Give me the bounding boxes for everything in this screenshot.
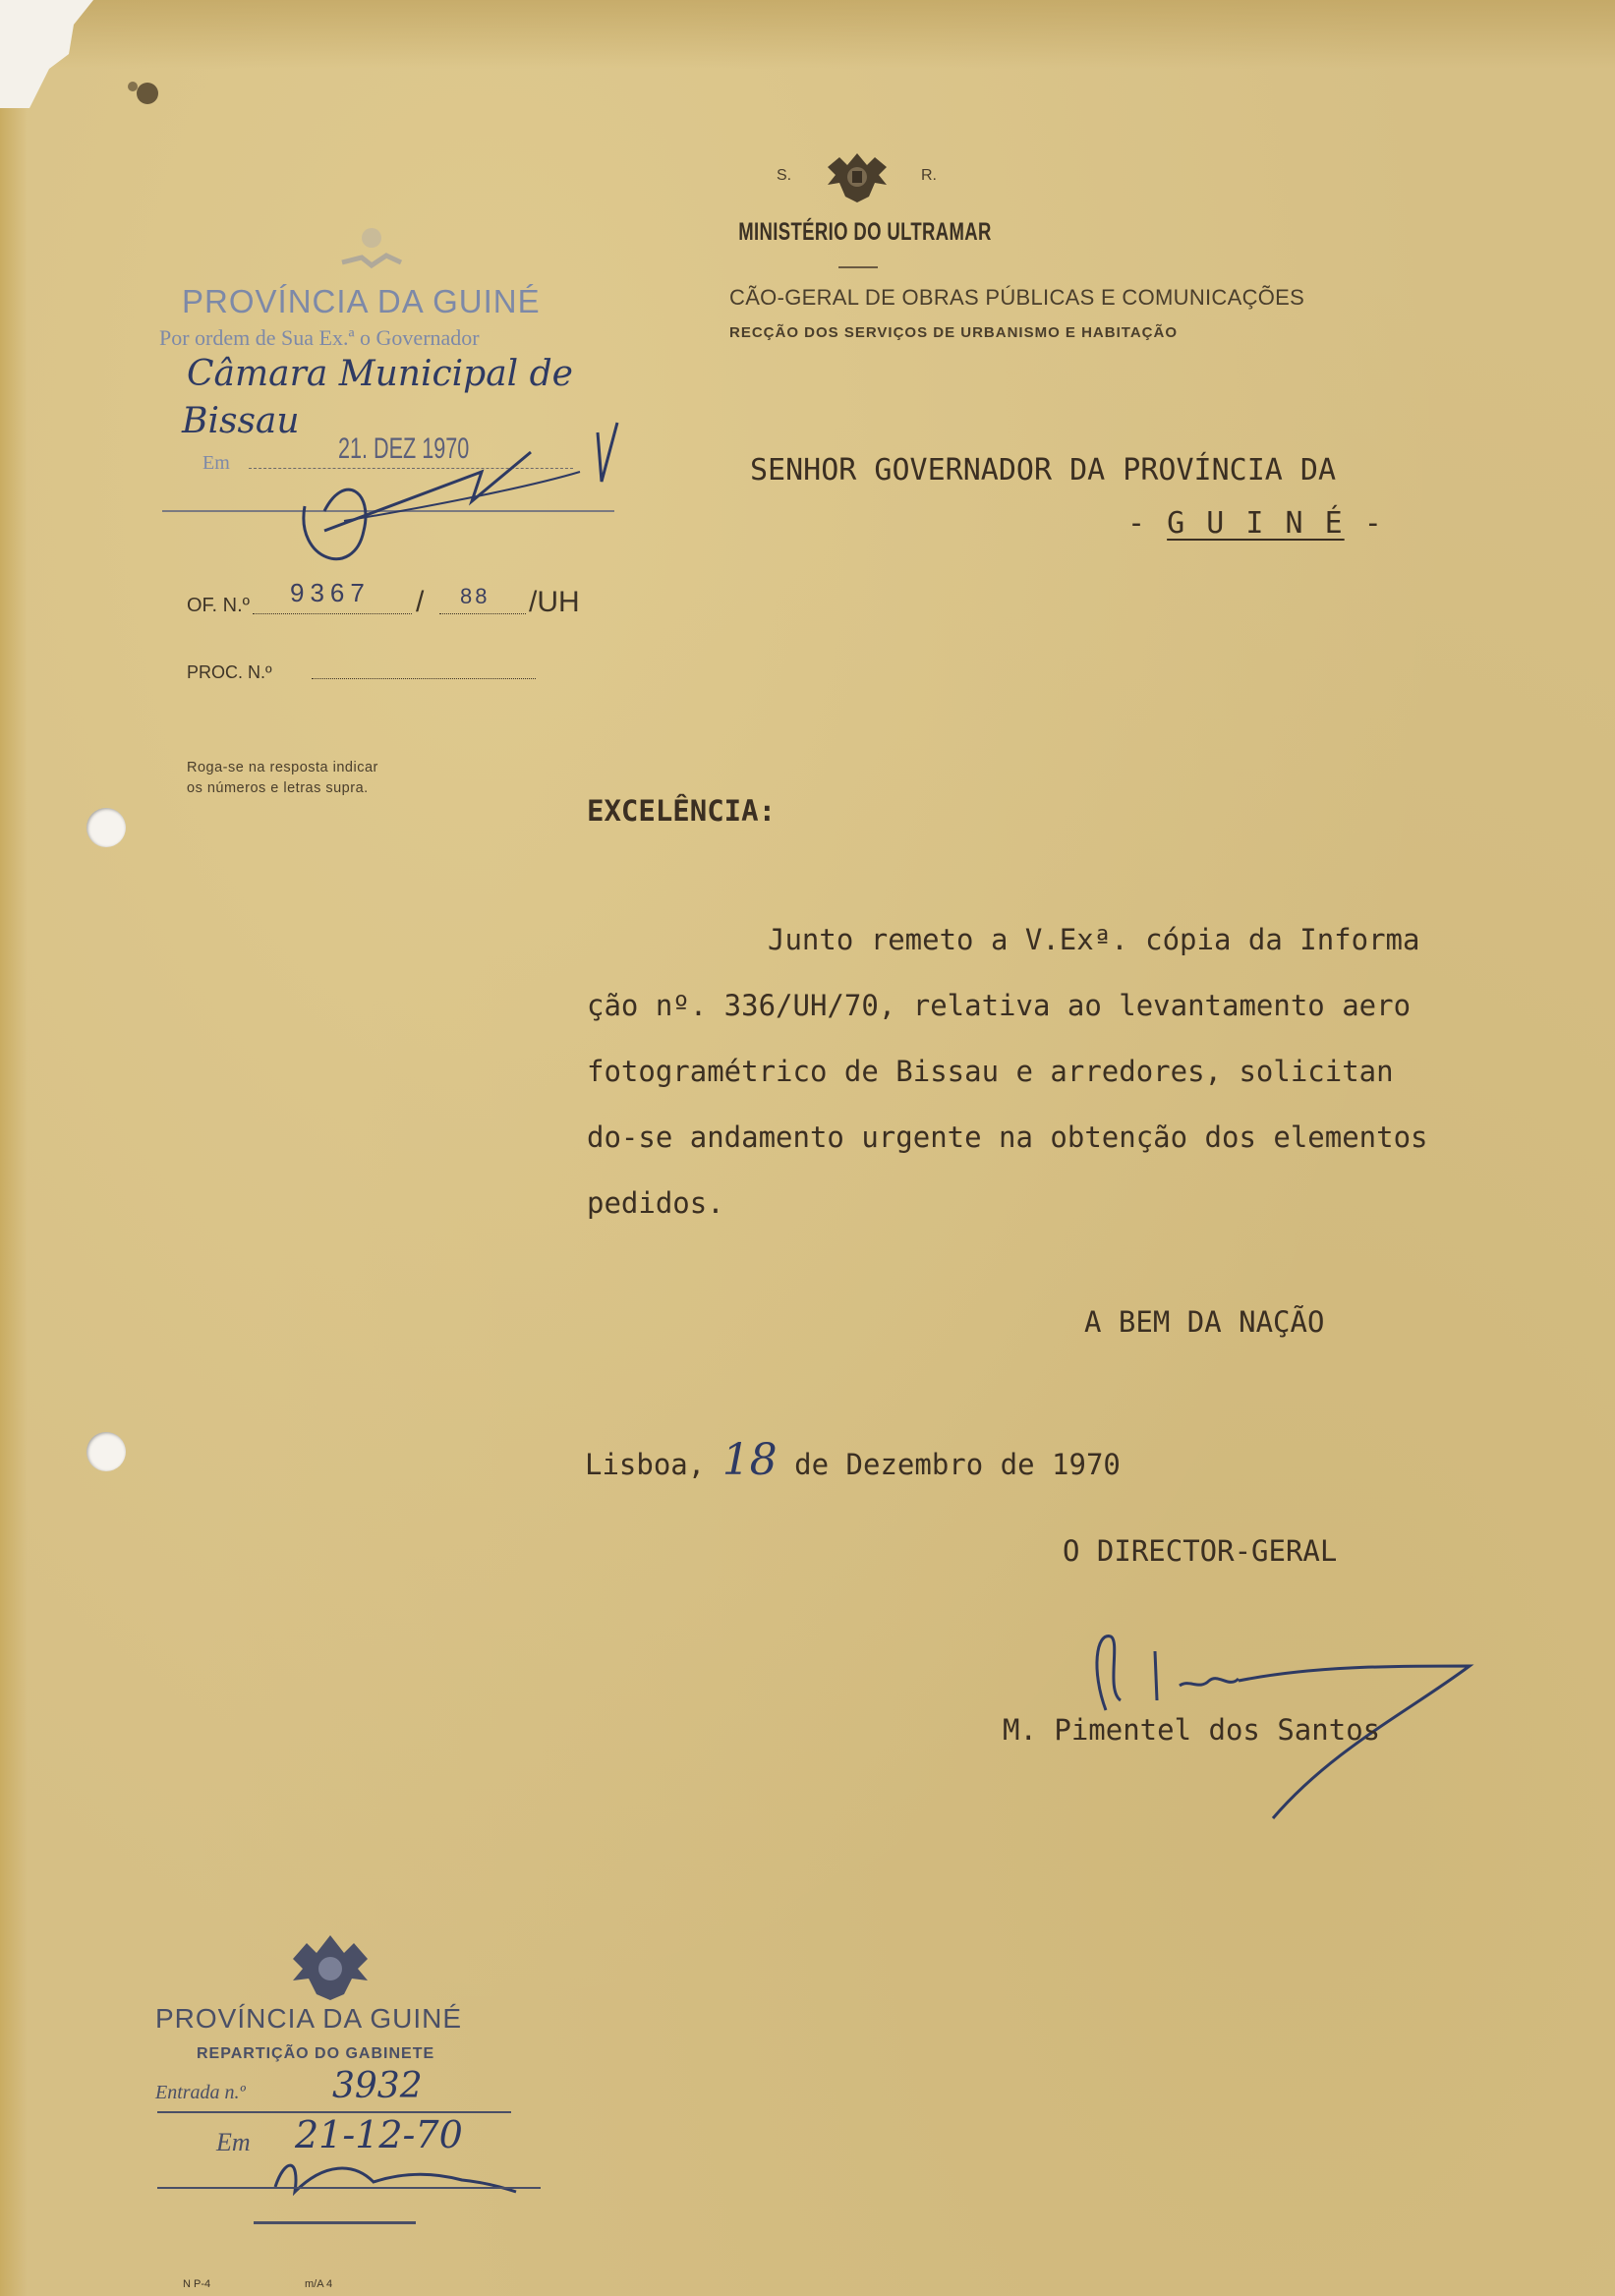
addressee-line2 (1127, 506, 1384, 541)
letter-body (587, 907, 1428, 1236)
paper-edge-top (0, 0, 1615, 69)
letterhead-s: S. (777, 167, 792, 184)
body-line: Junto remeto a V.Exª. cópia da Informa (768, 923, 1420, 956)
place: Lisboa, (585, 1448, 706, 1481)
initials-scribble (285, 413, 639, 580)
addressee-dash-left: - (1127, 506, 1148, 541)
torn-corner (0, 0, 118, 108)
entry-date: 21-12-70 (295, 2113, 463, 2156)
stamp-order-line: Por ordem de Sua Ex.ª o Governador (159, 325, 480, 350)
ministry-title: MINISTÉRIO DO ULTRAMAR (738, 218, 992, 246)
signer-name: M. Pimentel dos Santos (1003, 1713, 1381, 1747)
of-number: 9367 (290, 578, 371, 607)
of-number-dots (253, 613, 412, 614)
letterhead-r: R. (921, 167, 937, 184)
entry-stamp-short-rule (254, 2221, 416, 2224)
entry-number: 3932 (332, 2066, 423, 2106)
entry-initials (265, 2152, 521, 2202)
letterhead-divider (838, 266, 878, 268)
handwritten-recipient-line1: Câmara Municipal de (187, 354, 573, 394)
coat-of-arms-emblem (818, 147, 896, 208)
entry-stamp-subtitle: REPARTIÇÃO DO GABINETE (197, 2045, 435, 2062)
addressee-line1: SENHOR GOVERNADOR DA PROVÍNCIA DA (750, 453, 1337, 488)
stamp-province: PROVÍNCIA DA GUINÉ (182, 283, 541, 319)
addressee-dash-right: - (1363, 506, 1384, 541)
form-code: N P-4 (183, 2278, 211, 2290)
signer-title: O DIRECTOR-GERAL (1063, 1534, 1338, 1568)
of-slash: / (416, 586, 425, 618)
body-line: ção nº. 336/UH/70, relativa ao levantamento aero (587, 989, 1412, 1022)
stamp-date-label: Em (202, 452, 230, 474)
of-unit: /UH (529, 586, 580, 618)
handwritten-day: 18 (721, 1435, 778, 1485)
addressee-province: G U I N É (1167, 506, 1345, 541)
proc-number-label: PROC. N.º (187, 662, 272, 682)
body-line: fotogramétrico de Bissau e arredores, solicitan (587, 1055, 1394, 1088)
reply-note: Roga-se na resposta indicar os números e letras supra. (187, 760, 378, 796)
stamp-date: 21. DEZ 1970 (338, 432, 470, 465)
salutation: EXCELÊNCIA: (587, 794, 777, 828)
paper-edge-left (0, 0, 28, 2296)
entry-number-label: Entrada n.º (155, 2082, 246, 2103)
entry-stamp-rule (157, 2187, 541, 2189)
entry-stamp-province: PROVÍNCIA DA GUINÉ (155, 2003, 463, 2034)
of-number-label: OF. N.º (187, 595, 250, 616)
body-line: pedidos. (587, 1186, 724, 1220)
ink-blot (108, 69, 167, 118)
handwritten-recipient-line2: Bissau (182, 401, 300, 441)
entry-stamp-emblem (283, 1929, 377, 2004)
services-directorate: RECÇÃO DOS SERVIÇOS DE URBANISMO E HABITAÇÃO (729, 324, 1178, 341)
punch-hole-lower (87, 1432, 126, 1471)
of-suffix: 88 (460, 584, 490, 608)
body-line: do-se andamento urgente na obtenção dos elementos (587, 1120, 1428, 1154)
punch-hole-upper (87, 808, 126, 847)
closing-formula: A BEM DA NAÇÃO (1084, 1305, 1325, 1339)
place-and-date (585, 1435, 1121, 1485)
date-rest: de Dezembro de 1970 (794, 1448, 1121, 1481)
proc-number-dots (312, 678, 536, 679)
of-suffix-dots (439, 613, 526, 614)
paper-size-code: m/A 4 (305, 2278, 333, 2290)
directorate-general: CÃO-GERAL DE OBRAS PÚBLICAS E COMUNICAÇÕES (729, 285, 1305, 310)
entry-date-label: Em (216, 2128, 251, 2156)
stamp-emblem-faint (332, 218, 411, 277)
